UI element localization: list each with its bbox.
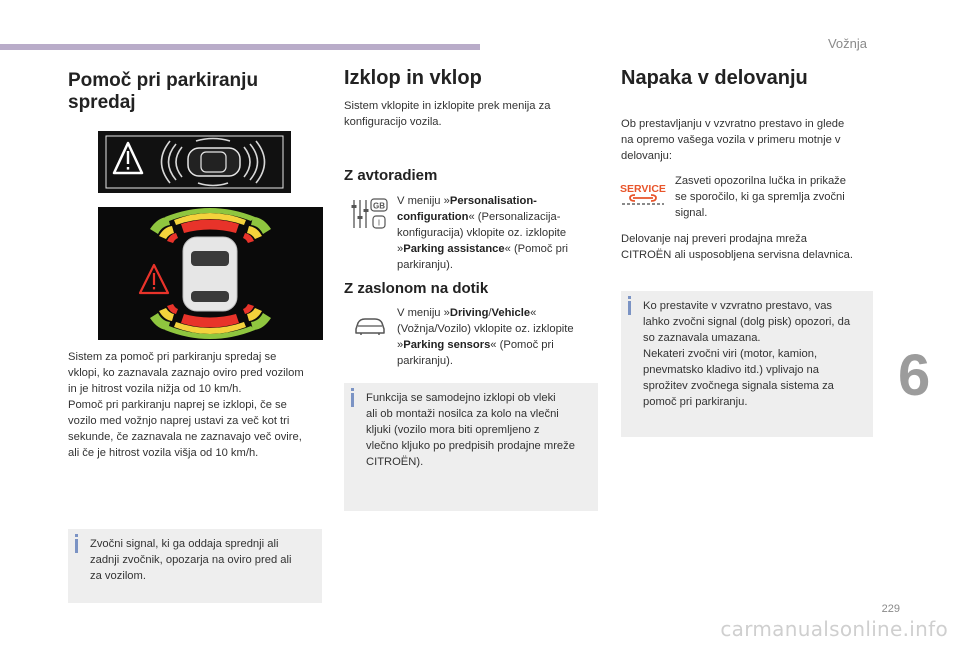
menu-name: Vehicle (491, 307, 531, 319)
right-note-line: lahko zvočni signal (dolg pisk) opozori, da (643, 316, 851, 328)
parking-sensor-image (98, 207, 323, 340)
right-note-box (621, 291, 873, 437)
info-marker-icon (351, 393, 354, 407)
info-marker-icon (628, 301, 631, 315)
right-note-line: sprožitev zvočnega signala sistema za (643, 380, 834, 392)
text: « (530, 307, 537, 319)
left-body-line: vozilo med vožnjo naprej ustavi za več kot tri (68, 415, 290, 427)
right-intro-line: delovanju: (621, 150, 673, 162)
right-intro-line: na opremo vašega vozila v primeru motnje v (621, 134, 841, 146)
radio-gb-settings-icon (350, 196, 390, 232)
menu-name: configuration (397, 211, 469, 223)
service-text (675, 173, 846, 221)
warning-triangle-icon (140, 265, 168, 293)
left-body-line: sekunde, če zaznavala ne zaznavajo več ovire, (68, 431, 302, 443)
svg-text:GB: GB (373, 201, 385, 211)
warning-triangle-icon (114, 143, 142, 173)
car-topview-icon (188, 148, 240, 176)
right-note-line: Nekateri zvočni viri (motor, kamion, (643, 348, 818, 360)
text: / (488, 307, 492, 319)
text: « (Personalizacija- (468, 211, 561, 223)
middle-note-line: Funkcija se samodejno izklopi ob vleki (366, 392, 556, 404)
right-title: Napaka v delovanju (621, 67, 808, 89)
service-wrench-icon (620, 181, 666, 207)
dashboard-display-image (98, 131, 291, 193)
text: » (397, 243, 404, 255)
service-label: SERVICE (620, 183, 666, 195)
right-note-line: so zaznavala umazana. (643, 332, 761, 344)
text: parkiranju). (397, 259, 453, 271)
middle-note-line: ali ob montaži nosilca za kolo na vlečni (366, 408, 559, 420)
left-body-line: in je hitrost vozila nižja od 10 km/h. (68, 383, 242, 395)
left-title-line1: Pomoč pri parkiranju (68, 70, 259, 91)
middle-title: Izklop in vklop (344, 67, 482, 89)
middle-note-line: CITROËN). (366, 456, 424, 468)
header-accent-bar (0, 44, 480, 50)
middle-note-line: vlečno kljuko po predpisih prodajne mreže (366, 440, 575, 452)
right-intro (621, 116, 844, 164)
service-line: Zasveti opozorilna lučka in prikaže (675, 175, 847, 187)
left-body-line: ali če je hitrost vozila višja od 10 km/h. (68, 447, 259, 459)
text: V meniju » (397, 307, 450, 319)
left-body (68, 349, 304, 461)
radio-instructions (397, 193, 568, 273)
watermark: carmanualsonline.info (720, 617, 948, 641)
svg-text:I: I (377, 218, 381, 228)
right-intro-line: Ob prestavljanju v vzvratno prestavo in glede (621, 118, 845, 130)
menu-name: Driving (449, 307, 489, 319)
right-note-line: pnevmatsko kladivo itd.) vplivajo na (643, 364, 819, 376)
subtitle-touchscreen: Z zaslonom na dotik (344, 280, 489, 297)
text: « (Pomoč pri (504, 243, 569, 255)
section-title: Vožnja (827, 36, 867, 51)
left-body-line: vklopi, ko zaznavala zaznajo oviro pred vozilom (68, 367, 304, 379)
menu-name: Personalisation- (449, 195, 537, 207)
left-body-line: Pomoč pri parkiranju naprej se izklopi, če se (68, 399, 287, 411)
service-line: signal. (675, 207, 708, 219)
info-marker-icon (75, 539, 78, 553)
check-line: CITROËN ali usposobljena servisna delavnica. (621, 249, 853, 261)
text: konfiguracija) vklopite oz. izklopite (397, 227, 567, 239)
touchscreen-instructions (397, 305, 574, 369)
middle-note-box (344, 383, 598, 511)
left-title-line2: spredaj (68, 91, 136, 113)
middle-intro (344, 98, 550, 130)
left-body-line: Sistem za pomoč pri parkiranju spredaj se (68, 351, 277, 363)
text: (Vožnja/Vozilo) vklopite oz. izklopite (397, 323, 574, 335)
left-note-line: zadnji zvočnik, opozarja na oviro pred ali (90, 554, 292, 566)
text: V meniju » (397, 195, 450, 207)
text: » (397, 339, 404, 351)
text: parkiranju). (397, 355, 453, 367)
menu-name: Parking assistance (403, 243, 505, 255)
check-line: Delovanje naj preveri prodajna mreža (621, 233, 807, 245)
right-note-line: Ko prestavite v vzvratno prestavo, vas (643, 300, 833, 312)
right-check (621, 231, 853, 263)
page-number: 229 (881, 603, 900, 615)
left-note-box (68, 529, 322, 603)
middle-intro-line: Sistem vklopite in izklopite prek menija za (344, 100, 551, 112)
right-note-line: pomoč pri parkiranju. (643, 396, 748, 408)
left-note-line: za vozilom. (90, 570, 146, 582)
chapter-number: 6 (898, 343, 931, 408)
left-note-line: Zvočni signal, ki ga oddaja sprednji ali (90, 538, 279, 550)
middle-note-line: kljuki (vozilo mora biti opremljeno z (366, 424, 540, 436)
text: « (Pomoč pri (490, 339, 554, 351)
middle-intro-line: konfiguracijo vozila. (344, 116, 442, 128)
subtitle-radio: Z avtoradiem (344, 167, 438, 184)
car-topview-icon (183, 237, 237, 311)
menu-name: Parking sensors (403, 339, 491, 351)
left-title (68, 70, 258, 114)
service-line: se sporočilo, ki ga spremlja zvočni (675, 191, 845, 203)
car-outline-icon (353, 315, 387, 337)
